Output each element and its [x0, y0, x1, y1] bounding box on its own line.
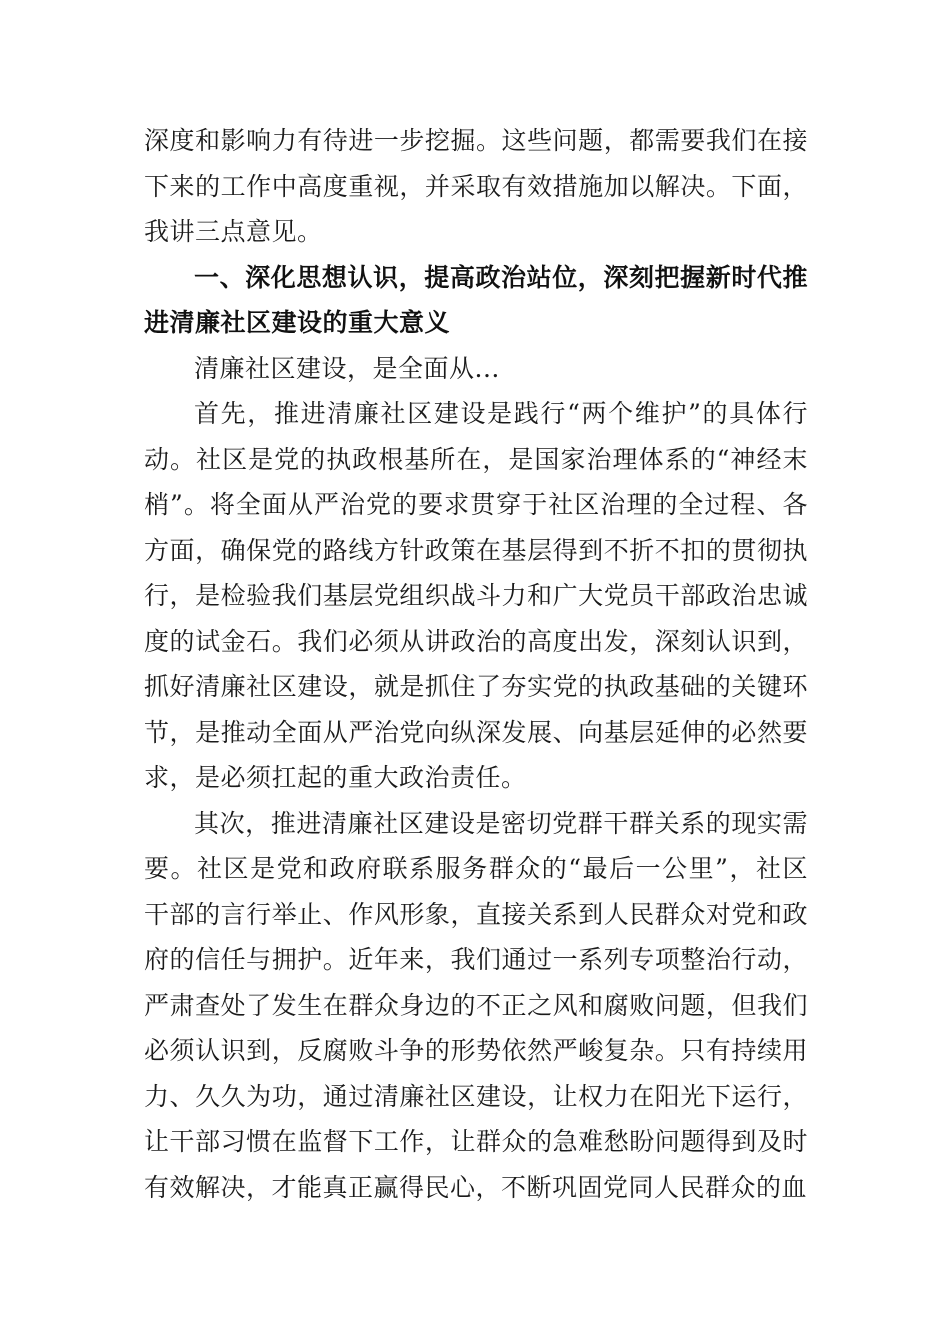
document-body [144, 118, 808, 1210]
intro-paragraph: 深度和影响力有待进一步挖掘。这些问题，都需要我们在接下来的工作中高度重视，并采取有效措施加以解决。下面，我讲三点意见。 [144, 126, 808, 246]
lead-paragraph: 清廉社区建设，是全面从... [194, 353, 500, 383]
section-heading: 一、深化思想认识，提高政治站位，深刻把握新时代推进清廉社区建设的重大意义 [144, 262, 808, 337]
paragraph-second: 其次，推进清廉社区建设是密切党群干群关系的现实需要。社区是党和政府联系服务群众的“最后一公里”，社区干部的言行举止、作风形象，直接关系到人民群众对党和政府的信任与拥护。近年来，我们通过一系列专项整治行动，严肃查处了发生在群众身边的不正之风和腐败问题，但我们必须认识到，反腐败斗争的形势依然严峻复杂。只有持续用力、久久为功，通过清廉社区建设，让权力在阳光下运行，让干部习惯在监督下工作，让群众的急难愁盼问题得到及时有效解决，才能真正赢得民心，不断巩固党同人民群众的血 [144, 808, 808, 1202]
paragraph-first: 首先，推进清廉社区建设是践行“两个维护”的具体行动。社区是党的执政根基所在，是国家治理体系的“神经末梢”。将全面从严治党的要求贯穿于社区治理的全过程、各方面，确保党的路线方针政策在基层得到不折不扣的贯彻执行，是检验我们基层党组织战斗力和广大党员干部政治忠诚度的试金石。我们必须从讲政治的高度出发，深刻认识到，抓好清廉社区建设，就是抓住了夯实党的执政基础的关键环节，是推动全面从严治党向纵深发展、向基层延伸的必然要求，是必须扛起的重大政治责任。 [144, 399, 808, 792]
